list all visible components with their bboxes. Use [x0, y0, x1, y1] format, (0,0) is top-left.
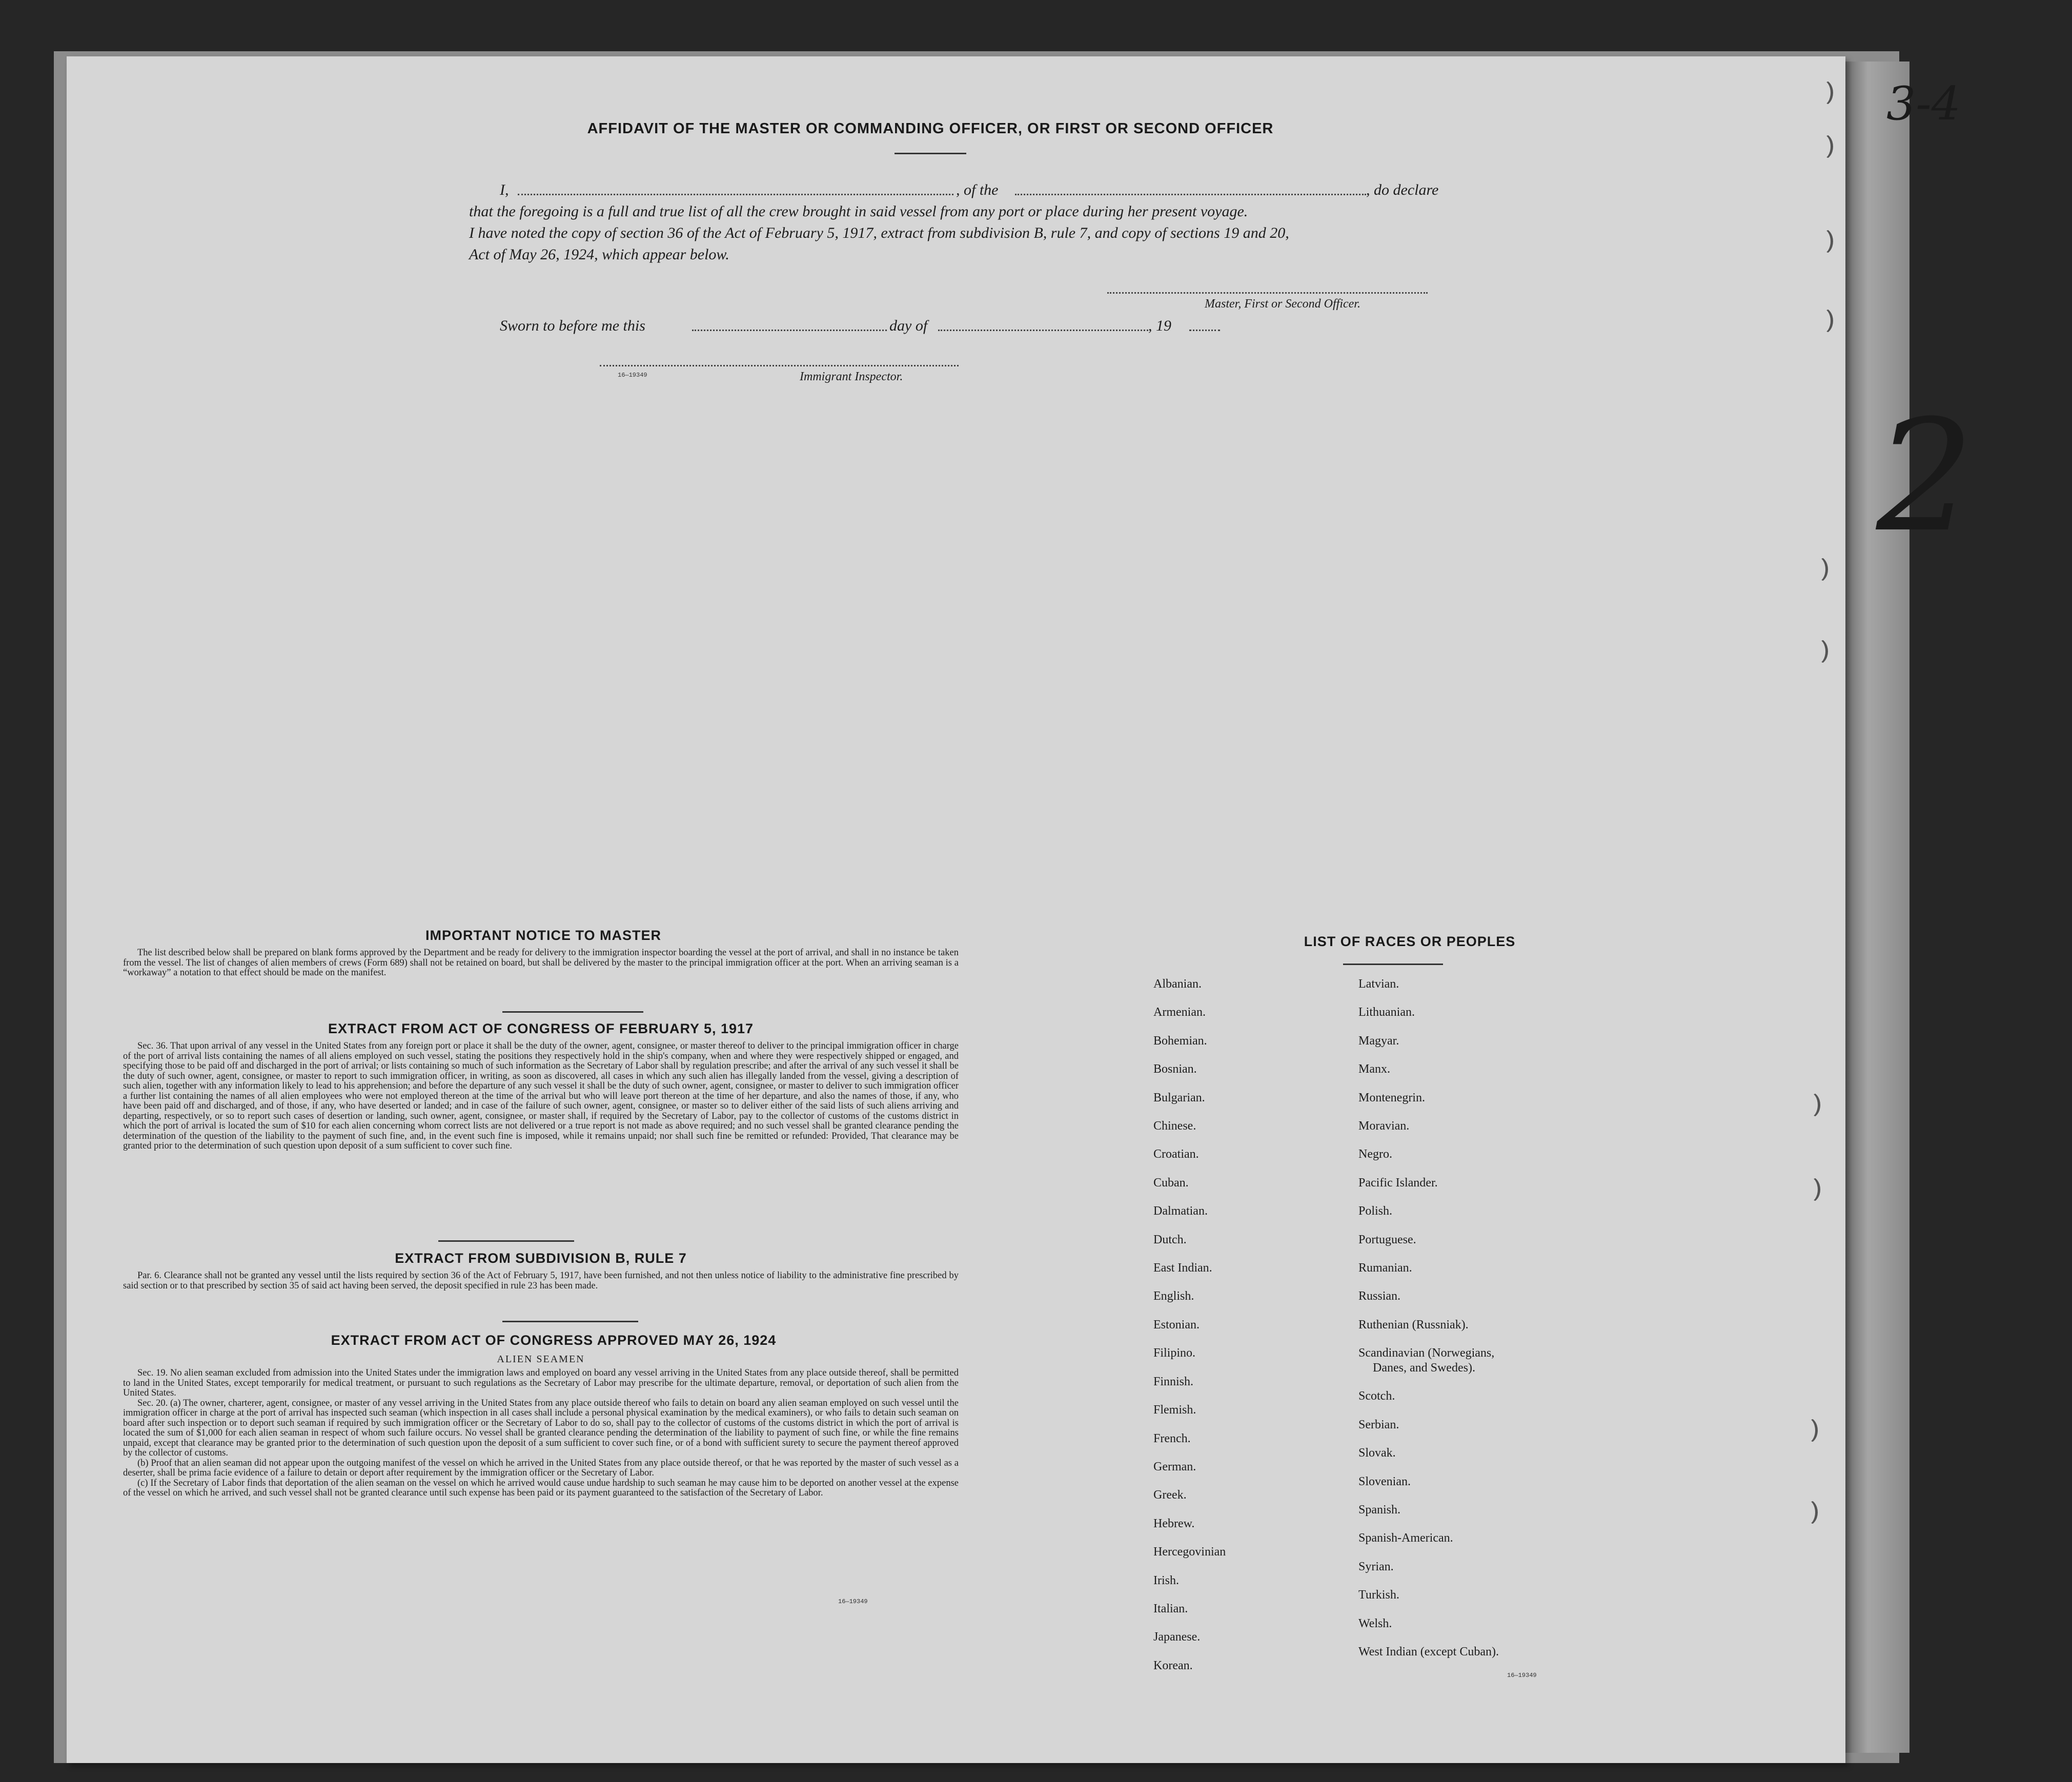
document-page: [67, 56, 1845, 1763]
binder-hole: [1797, 1417, 1818, 1444]
race-item: Montenegrin.: [1358, 1091, 1425, 1104]
race-item: Polish.: [1358, 1204, 1393, 1218]
race-item: Syrian.: [1358, 1560, 1394, 1573]
extract-1917-title: EXTRACT FROM ACT OF CONGRESS OF FEBRUARY 5, 1917: [328, 1021, 754, 1036]
vessel-name-blank: [1015, 194, 1366, 195]
affidavit-i: I,: [500, 181, 509, 198]
sworn-text: Sworn to before me this: [500, 317, 645, 334]
race-item: English.: [1153, 1289, 1194, 1303]
race-item: Croatian.: [1153, 1148, 1199, 1161]
race-item: Magyar.: [1358, 1034, 1399, 1048]
race-item: French.: [1153, 1431, 1191, 1445]
extract-rule7-text: [123, 1271, 959, 1291]
affidavit-line-3: I have noted the copy of section 36 of the Act of February 5, 1917, extract from subdivision B, rule 7, and copy of sections 19 and 20,: [469, 224, 1289, 241]
race-item: Dalmatian.: [1153, 1204, 1208, 1218]
extract-1917-text: [123, 1041, 959, 1152]
notice-text: [123, 948, 959, 978]
margin-note-large-number: 2: [1876, 387, 1974, 566]
race-item: Scandinavian (Norwegians,: [1358, 1346, 1495, 1360]
affidavit-of-the: , of the: [956, 181, 999, 198]
race-item: West Indian (except Cuban).: [1358, 1645, 1499, 1658]
form-number: 16—19349: [1507, 1672, 1537, 1679]
divider: [502, 1011, 643, 1013]
master-name-blank: [518, 194, 953, 195]
rule7-paragraph: Par. 6. Clearance shall not be granted any vessel until the lists required by section 36 of the Act of February 5, 1917, have been furnished, and not then unless notice of liability to the administrative fine prescribed by said section or to that prescribed by section 35 of said act having been served, the deposit specified in rule 23 has been made.: [123, 1271, 959, 1291]
race-item: Flemish.: [1153, 1403, 1196, 1417]
affidavit-line-4: Act of May 26, 1924, which appear below.: [469, 246, 729, 263]
race-item-scandinavian: [1358, 1339, 1499, 1382]
race-item: Moravian.: [1358, 1119, 1410, 1133]
form-number: 16—19349: [838, 1598, 868, 1605]
binder-hole: [1797, 1499, 1818, 1526]
race-item: Bosnian.: [1153, 1062, 1197, 1076]
race-item: Serbian.: [1358, 1418, 1399, 1431]
divider: [502, 1321, 638, 1322]
binder-hole: [1812, 308, 1833, 334]
sworn-month-blank: [938, 330, 1148, 331]
binder-hole: [1812, 133, 1833, 160]
divider: [438, 1240, 574, 1242]
race-item: Spanish-American.: [1358, 1531, 1453, 1545]
race-item: Russian.: [1358, 1289, 1401, 1303]
race-item: Filipino.: [1153, 1346, 1196, 1360]
sworn-year: , 19: [1148, 317, 1171, 334]
race-item: Bohemian.: [1153, 1034, 1207, 1048]
race-item: Lithuanian.: [1358, 1006, 1415, 1019]
affidavit-declare: , do declare: [1366, 181, 1439, 198]
extract-1924-title: EXTRACT FROM ACT OF CONGRESS APPROVED MAY 26, 1924: [331, 1333, 777, 1348]
binder-hole: [1799, 1092, 1820, 1118]
binder-hole: [1799, 1176, 1820, 1203]
race-item: Cuban.: [1153, 1176, 1189, 1190]
race-item: Greek.: [1153, 1488, 1187, 1502]
binder-hole: [1807, 556, 1828, 583]
races-right-column: [1358, 970, 1499, 1666]
races-title: LIST OF RACES OR PEOPLES: [1304, 934, 1516, 949]
section-19-paragraph: Sec. 19. No alien seaman excluded from admission into the United States under the immigration laws and employed on board any vessel arriving in the United States from any place outside thereof, shall be permitted to land in the United States, except temporarily for medical treatment, or pursuant to such regulations as the Secretary of Labor may prescribe for the ultimate departure, removal, or deportation of such alien from the United States.: [123, 1368, 959, 1398]
master-signature-line: [1107, 292, 1428, 294]
race-item: Irish.: [1153, 1573, 1179, 1587]
sworn-day-blank: [692, 330, 887, 331]
extract-1924-text: [123, 1368, 959, 1499]
race-item: Slovak.: [1358, 1446, 1396, 1460]
race-item: Armenian.: [1153, 1006, 1206, 1019]
race-item: Ruthenian (Russniak).: [1358, 1318, 1469, 1332]
race-item: Latvian.: [1358, 977, 1399, 991]
race-item: Bulgarian.: [1153, 1091, 1205, 1104]
binder-hole: [1812, 79, 1833, 106]
race-item: Finnish.: [1153, 1375, 1194, 1388]
inspector-caption: Immigrant Inspector.: [800, 370, 903, 383]
section-20a-paragraph: Sec. 20. (a) The owner, charterer, agent, consignee, or master of any vessel arriving in the United States from any place outside thereof who fails to detain on board any alien seaman employed on such vessel until the immigration officer in charge at the port of arrival has inspected such seaman (which inspection in all cases shall include a personal physical examination by the medical examiners), or who fails to detain such seaman on board after such inspection or to deport such seaman if required by such immigration officer or the Secretary of Labor to do so, shall pay to the collector of customs of the customs district in which the port of arrival is located the sum of $1,000 for each alien seaman in respect of whom such failure occurs. No vessel shall be granted clearance pending the determination of the liability to payment of such fine, or while the fine remains unpaid, except that clearance may be granted prior to the determination of such question upon the deposit of a sum sufficient to cover such fine, or of a bond with sufficient surety to secure the payment thereof approved by the collector of customs.: [123, 1398, 959, 1458]
master-signature-caption: Master, First or Second Officer.: [1205, 297, 1360, 311]
race-item: Hercegovinian: [1153, 1545, 1226, 1559]
affidavit-title: AFFIDAVIT OF THE MASTER OR COMMANDING OFFICER, OR FIRST OR SECOND OFFICER: [587, 120, 1274, 137]
race-item: East Indian.: [1153, 1261, 1212, 1275]
affidavit-line-2: that the foregoing is a full and true list of all the crew brought in said vessel from any port or place during her present voyage.: [469, 203, 1248, 220]
divider: [895, 153, 966, 154]
alien-seamen-subtitle: ALIEN SEAMEN: [497, 1354, 585, 1365]
race-item: Danes, and Swedes).: [1373, 1361, 1475, 1375]
sworn-year-blank: [1189, 330, 1220, 331]
race-item: Negro.: [1358, 1148, 1392, 1161]
section-20b-paragraph: (b) Proof that an alien seaman did not appear upon the outgoing manifest of the vessel on which he arrived in the United States from any place outside thereof, or that he was reported by the master of such vessel as a deserter, shall be prima facie evidence of a failure to detain or deport after requirement by the immigration officer or the Secretary of Labor.: [123, 1458, 959, 1478]
section-20c-paragraph: (c) If the Secretary of Labor finds that deportation of the alien seaman on the vessel on which he arrived would cause undue hardship to such seaman he may cause him to be deported on another vessel at the expense of the vessel on which he arrived, and such vessel shall not be granted clearance until such expense has been paid or its payment guaranteed to the satisfaction of the Secretary of Labor.: [123, 1478, 959, 1498]
form-number: 16—19349: [618, 372, 647, 379]
race-item: Korean.: [1153, 1658, 1193, 1672]
race-item: Dutch.: [1153, 1233, 1187, 1246]
notice-title: IMPORTANT NOTICE TO MASTER: [425, 928, 661, 943]
race-item: Italian.: [1153, 1602, 1188, 1615]
race-item: Japanese.: [1153, 1630, 1201, 1644]
race-item: Estonian.: [1153, 1318, 1200, 1332]
inspector-signature-line: [600, 365, 959, 366]
extract-rule7-title: EXTRACT FROM SUBDIVISION B, RULE 7: [395, 1251, 687, 1266]
race-item: Scotch.: [1358, 1389, 1395, 1403]
backing-sheet-edge: [1840, 62, 1910, 1753]
binder-hole: [1812, 228, 1833, 255]
notice-paragraph: The list described below shall be prepared on blank forms approved by the Department and be ready for delivery to the immigration inspector boarding the vessel at the port of arrival, and shall in no instance be taken from the vessel. The list of changes of alien members of crews (Form 689) shall not be retained on board, but shall be delivered by the master to the principal immigration officer at the port. When an arriving seaman is a “workaway” a notation to that effect should be made on the manifest.: [123, 948, 959, 978]
section-36-paragraph: Sec. 36. That upon arrival of any vessel in the United States from any foreign port or place it shall be the duty of the owner, agent, consignee, or master thereof to deliver to the principal immigration officer in charge of the port of arrival lists containing the names of all aliens employed on such vessel, stating the positions they respectively hold in the ship's company, when and where they were respectively shipped or engaged, and specifying those to be paid off and discharged in the port of arrival; or lists containing so much of such information as the Secretary of Labor shall by regulation prescribe; and after the arrival of any such vessel it shall be the duty of such owner, agent, consignee, or master to report to such immigration officer, in writing, as soon as discovered, all cases in which any such alien has illegally landed from the vessel, giving a description of such alien, together with any information likely to lead to his apprehension; and before the departure of any such vessel it shall be the duty of such owner, agent, consignee, or master to deliver to such immigration officer a further list containing the names of all alien employees who were not employed thereon at the time of the arrival but who will leave port thereon at the time of her departure, and also the names of those, if any, who have been paid off and discharged, and of those, if any, who have deserted or landed; and in case of the failure of such owner, agent, consignee, or master so to deliver either of the said lists of such aliens arriving and departing, respectively, or so to report such cases of desertion or landing, such owner, agent, consignee, or master shall, if required by the Secretary of Labor, pay to the collector of customs of the customs district in which the port of arrival is located the sum of $10 for each alien concerning whom correct lists are not delivered or a true report is not made as above required; and no such vessel shall be granted clearance pending the determination of the question of the liability to the payment of such fine, and, in the event such fine is imposed, while it remains unpaid; nor shall such fine be remitted or refunded: Provided, That clearance may be granted prior to the determination of such question upon deposit of a sum sufficient to cover such fine.: [123, 1041, 959, 1151]
race-item: Manx.: [1358, 1062, 1390, 1076]
race-item: Albanian.: [1153, 977, 1202, 991]
binder-hole: [1807, 638, 1828, 665]
race-item: German.: [1153, 1460, 1196, 1473]
race-item: Portuguese.: [1358, 1233, 1416, 1246]
race-item: Hebrew.: [1153, 1517, 1195, 1530]
race-item: Spanish.: [1358, 1503, 1401, 1517]
divider: [1343, 964, 1443, 965]
race-item: Slovenian.: [1358, 1474, 1411, 1488]
margin-note-top-right: 3-4: [1886, 77, 1961, 131]
race-item: Rumanian.: [1358, 1261, 1412, 1275]
races-left-column: [1153, 970, 1226, 1680]
race-item: Chinese.: [1153, 1119, 1196, 1133]
race-item: Turkish.: [1358, 1588, 1399, 1602]
race-item: Pacific Islander.: [1358, 1176, 1438, 1190]
race-item: Welsh.: [1358, 1616, 1392, 1630]
sworn-day-of: day of: [889, 317, 928, 334]
